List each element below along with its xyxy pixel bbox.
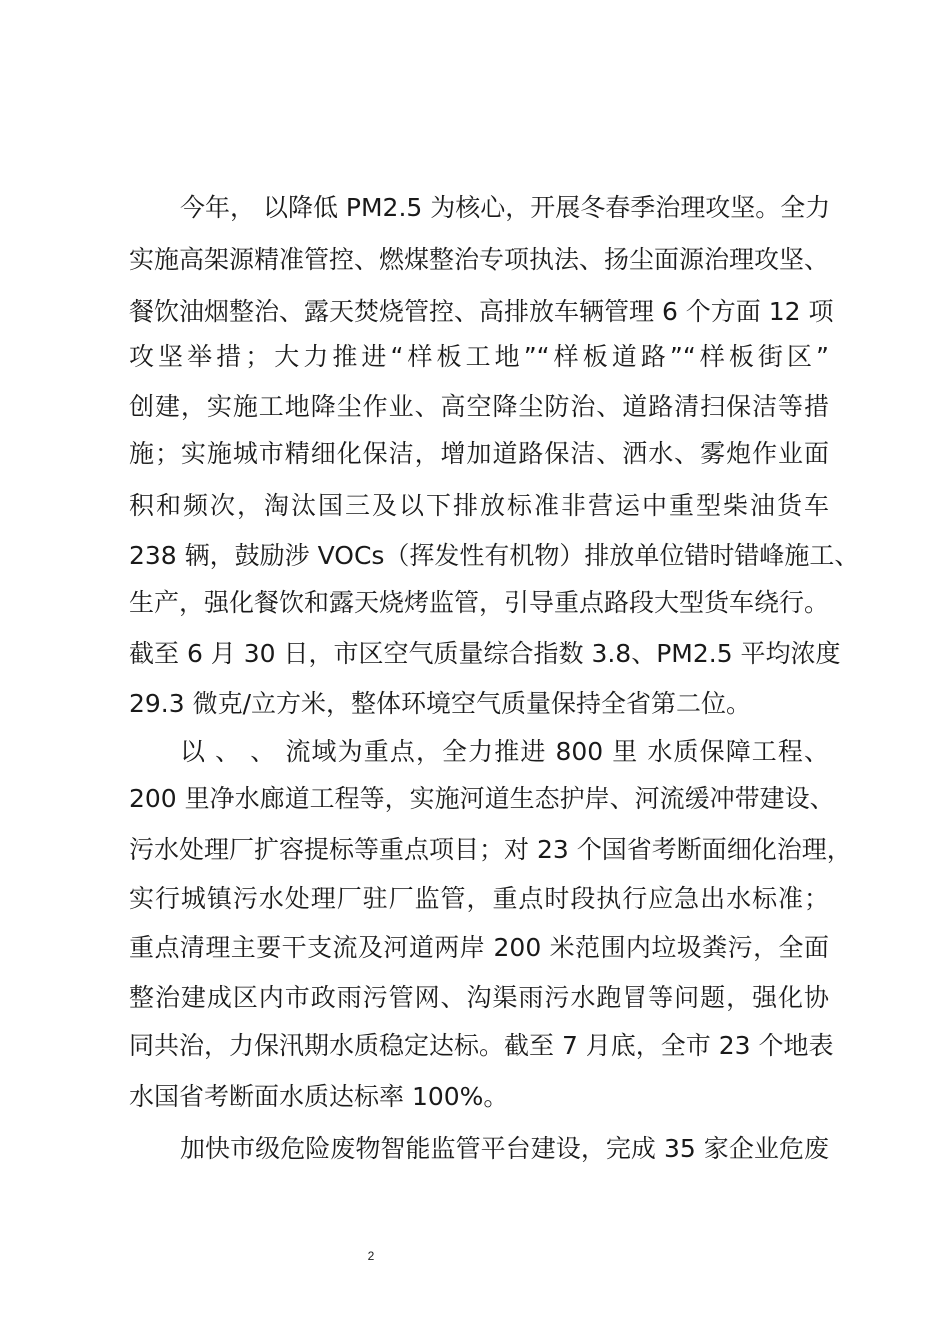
text-line: 以 、 、 流域为重点，全力推进 800 里 水质保障工程、 xyxy=(180,737,829,766)
text-line: 创建，实施工地降尘作业、高空降尘防治、道路清扫保洁等措 xyxy=(129,392,829,421)
text-line: 同共治，力保汛期水质稳定达标。截至 7 月底，全市 23 个地表 xyxy=(129,1031,834,1060)
page-number: 2 xyxy=(367,1249,375,1263)
text-line: 实行城镇污水处理厂驻厂监管，重点时段执行应急出水标准； xyxy=(129,884,829,913)
text-line: 污水处理厂扩容提标等重点项目；对 23 个国省考断面细化治理， xyxy=(129,835,852,864)
text-line: 截至 6 月 30 日，市区空气质量综合指数 3.8、PM2.5 平均浓度 xyxy=(129,639,841,668)
text-line: 餐饮油烟整治、露天焚烧管控、高排放车辆管理 6 个方面 12 项 xyxy=(129,297,834,326)
text-line: 生产，强化餐饮和露天烧烤监管，引导重点路段大型货车绕行。 xyxy=(129,588,830,617)
text-line: 施；实施城市精细化保洁，增加道路保洁、洒水、雾炮作业面 xyxy=(129,439,829,468)
text-line: 今年， 以降低 PM2.5 为核心，开展冬春季治理攻坚。全力 xyxy=(180,193,831,222)
text-line: 29.3 微克/立方米，整体环境空气质量保持全省第二位。 xyxy=(129,689,752,718)
text-line: 加快市级危险废物智能监管平台建设，完成 35 家企业危废 xyxy=(180,1134,829,1163)
text-line: 238 辆，鼓励涉 VOCs（挥发性有机物）排放单位错时错峰施工、 xyxy=(129,541,860,570)
text-line: 水国省考断面水质达标率 100%。 xyxy=(129,1082,509,1111)
text-line: 攻坚举措；大力推进“样板工地”“样板道路”“样板街区” xyxy=(129,342,829,371)
text-line: 实施高架源精准管控、燃煤整治专项执法、扬尘面源治理攻坚、 xyxy=(129,245,830,274)
text-line: 整治建成区内市政雨污管网、沟渠雨污水跑冒等问题，强化协 xyxy=(129,983,829,1012)
text-line: 积和频次，淘汰国三及以下排放标准非营运中重型柴油货车 xyxy=(129,491,829,520)
text-line: 重点清理主要干支流及河道两岸 200 米范围内垃圾粪污，全面 xyxy=(129,933,829,962)
text-line: 200 里净水廊道工程等，实施河道生态护岸、河流缓冲带建设、 xyxy=(129,784,835,813)
